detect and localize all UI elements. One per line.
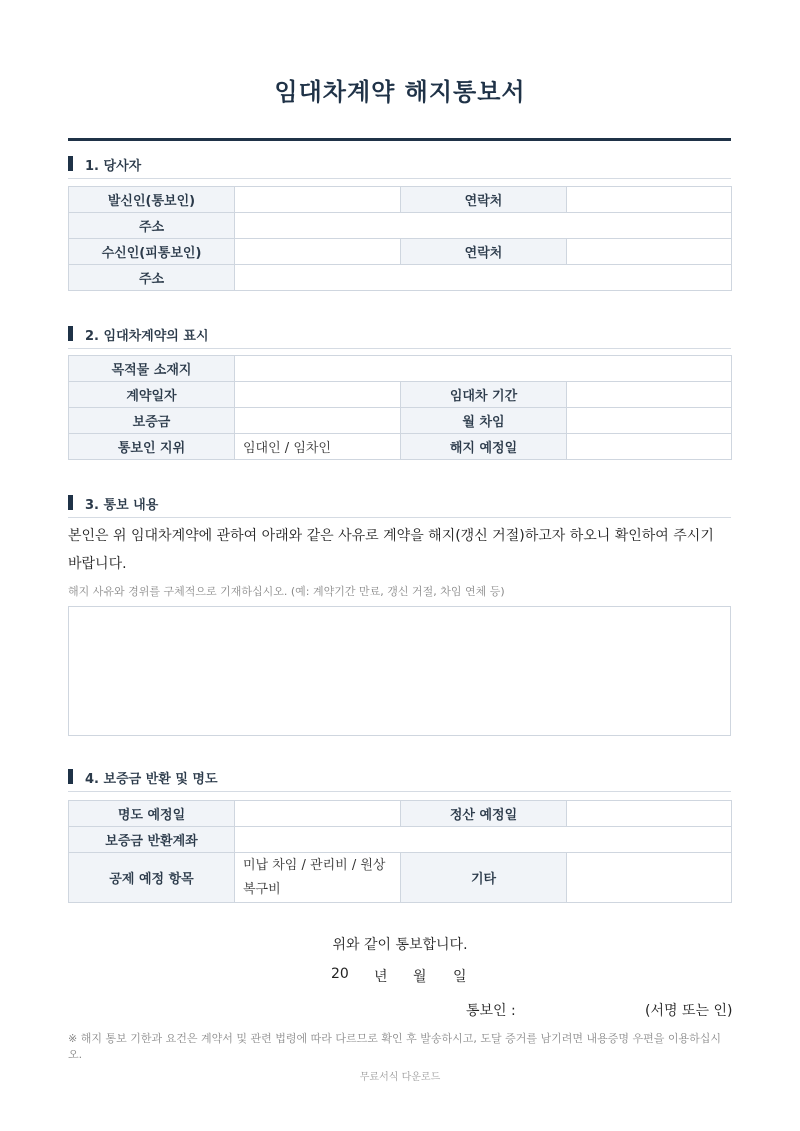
termination-date-label: 해지 예정일 xyxy=(401,434,567,460)
section-title: 2. 임대차계약의 표시 xyxy=(85,329,209,344)
day-unit: 일 xyxy=(453,969,467,985)
lease-period-label: 임대차 기간 xyxy=(401,382,567,408)
lease-period-field[interactable] xyxy=(567,382,732,408)
section-heading-content xyxy=(68,493,731,518)
notifier-role-field[interactable]: 임대인 / 임차인 xyxy=(235,434,401,460)
reason-hint: 해지 사유와 경위를 구체적으로 기재하십시오. (예: 계약기간 만료, 갱신 거절, 차임 연체 등) xyxy=(68,585,505,598)
contract-table xyxy=(68,355,732,460)
termination-date-field[interactable] xyxy=(567,434,732,460)
receiver-address-label: 주소 xyxy=(69,265,235,291)
page-footer: 무료서식 다운로드 xyxy=(359,1072,441,1083)
notifier-label: 통보인 : xyxy=(466,1003,516,1019)
property-field[interactable] xyxy=(235,356,732,382)
deduction-field[interactable]: 미납 차임 / 관리비 / 원상복구비 xyxy=(235,853,401,903)
reason-textarea[interactable] xyxy=(68,606,731,736)
refund-table xyxy=(68,800,732,903)
sender-address-label: 주소 xyxy=(69,213,235,239)
handover-date-label: 명도 예정일 xyxy=(69,801,235,827)
monthly-rent-label: 월 차임 xyxy=(401,408,567,434)
section-title: 4. 보증금 반환 및 명도 xyxy=(85,772,218,787)
section-marker xyxy=(68,326,73,341)
refund-account-field[interactable] xyxy=(235,827,732,853)
sender-contact-label: 연락처 xyxy=(401,187,567,213)
footnote: ※ 해지 통보 기한과 요건은 계약서 및 관련 법령에 따라 다르므로 확인 후 발송하시고, 도달 증거를 남기려면 내용증명 우편을 이용하십시오. xyxy=(68,1032,721,1061)
property-label: 목적물 소재지 xyxy=(69,356,235,382)
sender-label: 발신인(통보인) xyxy=(69,187,235,213)
sender-address-field[interactable] xyxy=(235,213,732,239)
receiver-field[interactable] xyxy=(235,239,401,265)
sender-field[interactable] xyxy=(235,187,401,213)
page-title: 임대차계약 해지통보서 xyxy=(274,78,526,106)
section-title: 3. 통보 내용 xyxy=(85,498,159,513)
receiver-address-field[interactable] xyxy=(235,265,732,291)
receiver-contact-label: 연락처 xyxy=(401,239,567,265)
deposit-field[interactable] xyxy=(235,408,401,434)
contract-date-label: 계약일자 xyxy=(69,382,235,408)
section-heading-refund xyxy=(68,767,731,792)
refund-account-label: 보증금 반환계좌 xyxy=(69,827,235,853)
section-heading-parties xyxy=(68,154,731,179)
month-unit: 월 xyxy=(413,969,427,985)
notifier-role-label: 통보인 지위 xyxy=(69,434,235,460)
section-marker xyxy=(68,156,73,171)
parties-table xyxy=(68,186,732,291)
other-label: 기타 xyxy=(401,853,567,903)
section-marker xyxy=(68,495,73,510)
deduction-label: 공제 예정 항목 xyxy=(69,853,235,903)
section-heading-contract xyxy=(68,324,731,349)
sender-contact-field[interactable] xyxy=(567,187,732,213)
notice-statement: 본인은 위 임대차계약에 관하여 아래와 같은 사유로 계약을 해지(갱신 거절)하고자 하오니 확인하여 주시기 바랍니다. xyxy=(68,528,714,572)
other-field[interactable] xyxy=(567,853,732,903)
settlement-date-field[interactable] xyxy=(567,801,732,827)
signature-label: (서명 또는 인) xyxy=(645,1003,733,1019)
contract-date-field[interactable] xyxy=(235,382,401,408)
date-line xyxy=(0,966,800,988)
settlement-date-label: 정산 예정일 xyxy=(401,801,567,827)
deposit-label: 보증금 xyxy=(69,408,235,434)
receiver-contact-field[interactable] xyxy=(567,239,732,265)
monthly-rent-field[interactable] xyxy=(567,408,732,434)
section-title: 1. 당사자 xyxy=(85,159,142,174)
title-divider xyxy=(68,138,731,141)
section-marker xyxy=(68,769,73,784)
handover-date-field[interactable] xyxy=(235,801,401,827)
year-unit: 년 xyxy=(374,969,388,985)
receiver-label: 수신인(피통보인) xyxy=(69,239,235,265)
closing-statement: 위와 같이 통보합니다. xyxy=(332,937,468,953)
year-prefix: 20 xyxy=(331,966,349,982)
